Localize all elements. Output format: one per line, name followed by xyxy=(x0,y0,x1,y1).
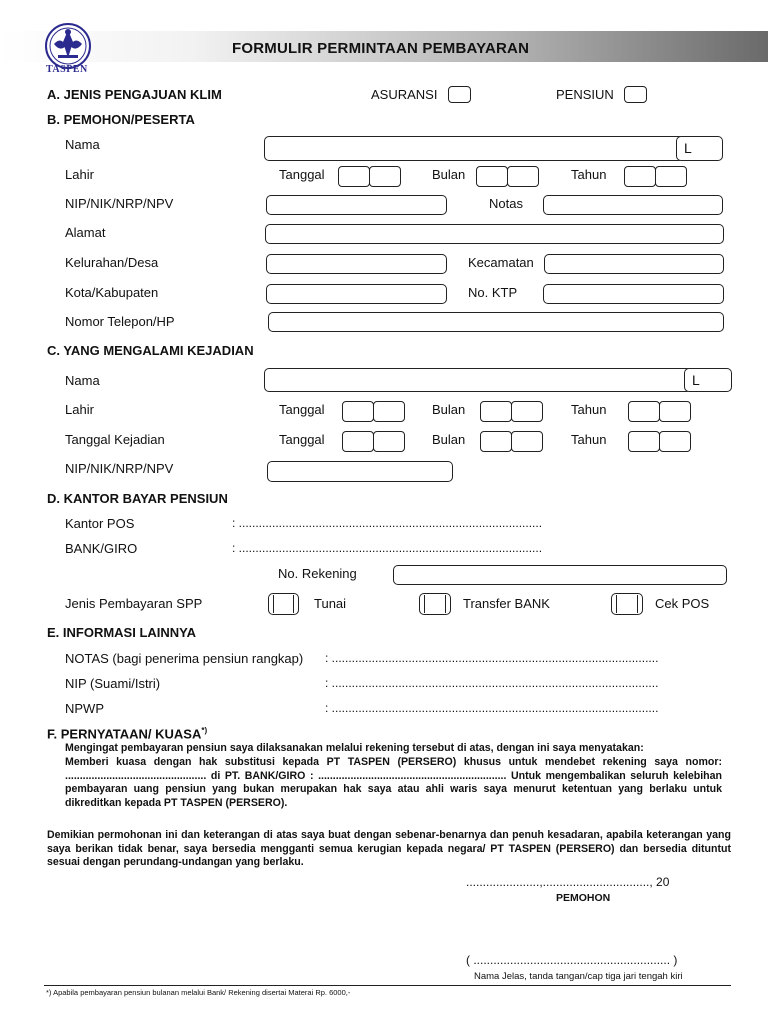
c-kejadian-tanggal-digit-1[interactable] xyxy=(342,431,374,452)
b-tahun-digit-2[interactable] xyxy=(655,166,687,187)
b-gender-value: L xyxy=(684,140,692,156)
c-nip-input[interactable] xyxy=(267,461,453,482)
e-npwp-line[interactable]: : .................................................................................................. xyxy=(325,701,659,715)
section-c-title: C. YANG MENGALAMI KEJADIAN xyxy=(47,343,254,358)
b-kecamatan-label: Kecamatan xyxy=(468,255,534,270)
section-a-title: A. JENIS PENGAJUAN KLIM xyxy=(47,87,222,102)
c-nama-input[interactable] xyxy=(264,368,692,392)
footnote: *) Apabila pembayaran pensiun bulanan melalui Bank/ Rekening disertai Materai Rp. 6000,- xyxy=(46,988,351,997)
transfer-bank-label: Transfer BANK xyxy=(463,596,550,611)
e-notas-label: NOTAS (bagi penerima pensiun rangkap) xyxy=(65,651,304,666)
footer-divider xyxy=(44,985,731,986)
no-rekening-label: No. Rekening xyxy=(278,566,357,581)
f-paragraph-1: Mengingat pembayaran pensiun saya dilaksanakan melalui rekening tersebut di atas, dengan ini saya menyatakan: xyxy=(65,742,644,754)
b-bulan-digit-1[interactable] xyxy=(476,166,508,187)
c-kejadian-bulan-digit-2[interactable] xyxy=(511,431,543,452)
b-alamat-label: Alamat xyxy=(65,225,106,240)
c-nip-label: NIP/NIK/NRP/NPV xyxy=(65,461,174,476)
c-bulan-2-label: Bulan xyxy=(432,432,466,447)
jenis-pembayaran-label: Jenis Pembayaran SPP xyxy=(65,596,203,611)
c-gender-value: L xyxy=(692,372,700,388)
b-ktp-input[interactable] xyxy=(543,284,724,304)
cek-pos-checkbox[interactable] xyxy=(611,593,643,615)
tunai-checkbox[interactable] xyxy=(268,593,299,615)
no-rekening-input[interactable] xyxy=(393,565,727,585)
b-tanggal-digit-2[interactable] xyxy=(369,166,401,187)
c-gender-field[interactable] xyxy=(684,368,732,392)
bank-giro-line[interactable]: : ........................................................................................... xyxy=(232,541,543,555)
b-bulan-label: Bulan xyxy=(432,167,466,182)
e-nip-suami-line[interactable]: : .................................................................................................. xyxy=(325,676,659,690)
b-telepon-input[interactable] xyxy=(268,312,724,332)
section-b-title: B. PEMOHON/PESERTA xyxy=(47,112,195,127)
bank-giro-label: BANK/GIRO xyxy=(65,541,138,556)
b-kecamatan-input[interactable] xyxy=(544,254,724,274)
c-lahir-label: Lahir xyxy=(65,402,94,417)
asuransi-checkbox[interactable] xyxy=(448,86,471,103)
c-bulan-label: Bulan xyxy=(432,402,466,417)
c-nama-label: Nama xyxy=(65,373,100,388)
b-tanggal-digit-1[interactable] xyxy=(338,166,370,187)
b-alamat-input[interactable] xyxy=(265,224,724,244)
transfer-bank-checkbox[interactable] xyxy=(419,593,451,615)
c-kejadian-tahun-digit-2[interactable] xyxy=(659,431,691,452)
place-date-line[interactable]: ......................,................................, 20 xyxy=(466,875,670,889)
section-e-title: E. INFORMASI LAINNYA xyxy=(47,625,197,640)
b-notas-input[interactable] xyxy=(543,195,723,215)
tunai-label: Tunai xyxy=(314,596,347,611)
b-lahir-label: Lahir xyxy=(65,167,94,182)
pemohon-label: PEMOHON xyxy=(556,892,611,904)
cek-pos-label: Cek POS xyxy=(655,596,710,611)
c-tgl-kejadian-label: Tanggal Kejadian xyxy=(65,432,165,447)
b-nip-label: NIP/NIK/NRP/NPV xyxy=(65,196,174,211)
f-paragraph-2: Memberi kuasa dengan hak substitusi kepada PT TASPEN (PERSERO) khusus untuk mendebet rekening saya nomor: ................................................ di PT. BANK/GIRO : ................................................................ Untuk mengembalikan seluruh kelebihan pembayaran uang pensiun yang bukan merupakan hak saya atau ahli waris saya menurut ketentuan yang berlaku untuk dikreditkan kepada PT TASPEN (PERSERO). xyxy=(65,756,722,809)
b-ktp-label: No. KTP xyxy=(468,285,518,300)
c-tanggal-label: Tanggal xyxy=(279,402,325,417)
b-telepon-label: Nomor Telepon/HP xyxy=(65,314,175,329)
c-tahun-digit-1[interactable] xyxy=(628,401,660,422)
b-tanggal-label: Tanggal xyxy=(279,167,325,182)
b-nama-input[interactable] xyxy=(264,136,684,161)
b-kota-input[interactable] xyxy=(266,284,447,304)
b-kota-label: Kota/Kabupaten xyxy=(65,285,159,300)
c-bulan-digit-1[interactable] xyxy=(480,401,512,422)
c-tanggal-digit-2[interactable] xyxy=(373,401,405,422)
b-bulan-digit-2[interactable] xyxy=(507,166,539,187)
section-d-title: D. KANTOR BAYAR PENSIUN xyxy=(47,491,228,506)
c-tahun-digit-2[interactable] xyxy=(659,401,691,422)
b-tahun-label: Tahun xyxy=(571,167,607,182)
b-kelurahan-label: Kelurahan/Desa xyxy=(65,255,159,270)
c-bulan-digit-2[interactable] xyxy=(511,401,543,422)
e-npwp-label: NPWP xyxy=(65,701,104,716)
c-kejadian-tahun-digit-1[interactable] xyxy=(628,431,660,452)
kantor-pos-line[interactable]: : ........................................................................................... xyxy=(232,516,543,530)
c-kejadian-tanggal-digit-2[interactable] xyxy=(373,431,405,452)
section-f-title xyxy=(47,726,207,741)
signature-caption: Nama Jelas, tanda tangan/cap tiga jari tengah kiri xyxy=(474,971,683,982)
b-tahun-digit-1[interactable] xyxy=(624,166,656,187)
e-nip-suami-label: NIP (Suami/Istri) xyxy=(65,676,161,691)
taspen-logo-text: TASPEN xyxy=(46,64,88,75)
declaration-paragraph: Demikian permohonan ini dan keterangan di atas saya buat dengan sebenar-benarnya dan penuh kesadaran, apabila keterangan yang saya berikan tidak benar, saya bersedia mengganti semua kerugian kepada negara/ PT TASPEN (PERSERO) dan bersedia dituntut sesuai dengan perundang-undangan yang berlaku. xyxy=(47,829,731,868)
kantor-pos-label: Kantor POS xyxy=(65,516,135,531)
b-notas-label: Notas xyxy=(489,196,523,211)
b-nip-input[interactable] xyxy=(266,195,447,215)
c-tahun-2-label: Tahun xyxy=(571,432,607,447)
b-nama-label: Nama xyxy=(65,137,100,152)
c-kejadian-bulan-digit-1[interactable] xyxy=(480,431,512,452)
taspen-logo xyxy=(40,22,96,78)
signature-name-line[interactable]: ( ........................................................... ) xyxy=(466,953,678,967)
c-tanggal-2-label: Tanggal xyxy=(279,432,325,447)
e-notas-line[interactable]: : .................................................................................................. xyxy=(325,651,659,665)
form-title: FORMULIR PERMINTAAN PEMBAYARAN xyxy=(232,40,530,57)
pensiun-label: PENSIUN xyxy=(556,87,614,102)
section-f-title-text: F. PERNYATAAN/ KUASA xyxy=(47,726,202,742)
c-tahun-label: Tahun xyxy=(571,402,607,417)
asuransi-label: ASURANSI xyxy=(371,87,438,102)
b-gender-field[interactable] xyxy=(676,136,723,161)
pensiun-checkbox[interactable] xyxy=(624,86,647,103)
section-f-title-mark: *) xyxy=(201,726,208,735)
c-tanggal-digit-1[interactable] xyxy=(342,401,374,422)
b-kelurahan-input[interactable] xyxy=(266,254,447,274)
